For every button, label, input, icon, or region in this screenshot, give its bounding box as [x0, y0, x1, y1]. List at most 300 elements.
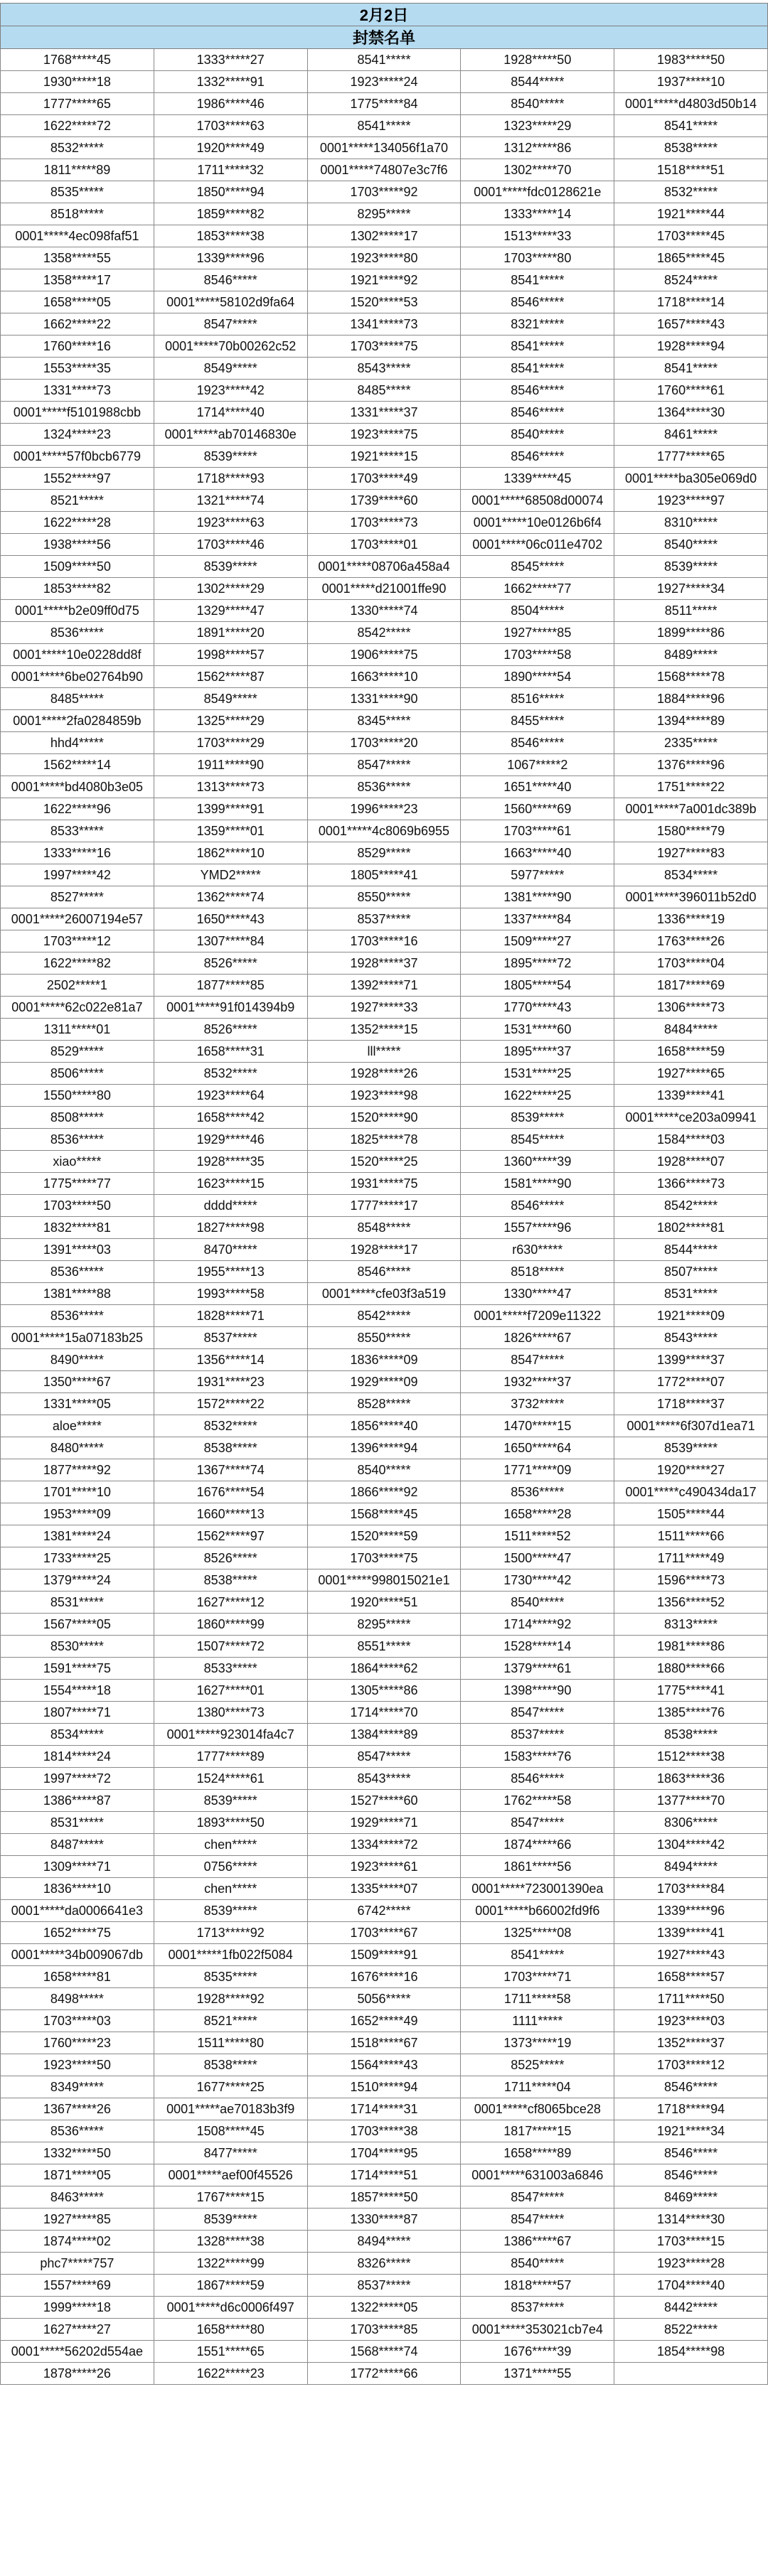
table-cell: 8542***** [307, 1305, 461, 1327]
table-cell: 0001*****7a001dc389b [614, 798, 768, 820]
table-cell: 1560*****69 [461, 798, 614, 820]
table-cell: 1339*****41 [614, 1922, 768, 1944]
table-cell: 1531*****60 [461, 1019, 614, 1041]
table-cell: 8295***** [307, 1614, 461, 1636]
table-cell: 1929*****46 [154, 1129, 307, 1151]
table-cell: 1890*****54 [461, 666, 614, 688]
table-row [1, 1283, 768, 1305]
table-cell: 1923*****64 [154, 1085, 307, 1107]
table-cell: 1568*****45 [307, 1503, 461, 1525]
table-cell: 1703*****61 [461, 820, 614, 842]
header-date: 2月2日 [1, 4, 768, 26]
table-cell: 1650*****43 [154, 908, 307, 930]
table-cell: 8521***** [1, 490, 154, 512]
table-cell: 1884*****96 [614, 688, 768, 710]
table-cell: 8494***** [307, 2231, 461, 2253]
table-cell: 8539***** [154, 1790, 307, 1812]
table-cell: 8528***** [307, 1393, 461, 1415]
table-cell: 8532***** [1, 137, 154, 159]
table-cell: 1371*****55 [461, 2363, 614, 2385]
table-cell: 1396*****94 [307, 1437, 461, 1459]
table-cell: 1711*****50 [614, 1988, 768, 2010]
table-cell: 1627*****27 [1, 2319, 154, 2341]
table-cell: 1323*****29 [461, 115, 614, 137]
table-cell: 1861*****56 [461, 1856, 614, 1878]
table-cell: 1928*****50 [461, 49, 614, 71]
table-cell: phc7*****757 [1, 2253, 154, 2275]
table-cell: 1703*****15 [614, 2231, 768, 2253]
table-cell: 1325*****08 [461, 1922, 614, 1944]
table-cell: 1836*****09 [307, 1349, 461, 1371]
table-row [1, 1988, 768, 2010]
table-cell: 1658*****28 [461, 1503, 614, 1525]
table-cell: 8541***** [614, 358, 768, 380]
table-cell: 1703*****12 [1, 930, 154, 952]
table-cell: 1856*****40 [307, 1415, 461, 1437]
table-cell: 8537***** [461, 1724, 614, 1746]
table-row [1, 1107, 768, 1129]
table-cell: 1760*****61 [614, 380, 768, 402]
table-cell: 1928*****37 [307, 952, 461, 975]
table-cell: 1703*****80 [461, 247, 614, 269]
table-cell: 8532***** [614, 181, 768, 203]
table-row [1, 1658, 768, 1680]
table-row [1, 2231, 768, 2253]
table-cell: 0001*****ba305e069d0 [614, 468, 768, 490]
table-cell: 3732***** [461, 1393, 614, 1415]
table-cell: 8537***** [154, 1327, 307, 1349]
table-cell: 1352*****15 [307, 1019, 461, 1041]
table-cell: 0001*****353021cb7e4 [461, 2319, 614, 2341]
table-cell: 8541***** [461, 358, 614, 380]
table-cell: 1938*****56 [1, 534, 154, 556]
table-row [1, 402, 768, 424]
table-cell: 0001*****91f014394b9 [154, 997, 307, 1019]
table-row [1, 1129, 768, 1151]
table-cell: 8536***** [1, 2120, 154, 2142]
table-cell: 0001*****74807e3c7f6 [307, 159, 461, 181]
table-cell: 1330*****87 [307, 2209, 461, 2231]
table-row [1, 1415, 768, 1437]
table-cell: 8526***** [154, 952, 307, 975]
table-cell: 8536***** [1, 622, 154, 644]
table-cell: 1928*****92 [154, 1988, 307, 2010]
table-cell: 1652*****49 [307, 2010, 461, 2032]
table-cell: 1923*****42 [154, 380, 307, 402]
table-cell: 1865*****45 [614, 247, 768, 269]
table-cell: 1836*****10 [1, 1878, 154, 1900]
table-cell: 1828*****71 [154, 1305, 307, 1327]
table-row [1, 1437, 768, 1459]
table-row [1, 776, 768, 798]
table-cell: 1509*****50 [1, 556, 154, 578]
table-cell: 1677*****25 [154, 2076, 307, 2098]
table-cell: 0001*****1fb022f5084 [154, 1944, 307, 1966]
table-cell: 1814*****24 [1, 1746, 154, 1768]
table-cell: 1336*****19 [614, 908, 768, 930]
table-cell: 1703*****49 [307, 468, 461, 490]
table-cell: 8547***** [307, 1746, 461, 1768]
table-cell: 8542***** [307, 622, 461, 644]
table-cell: 1581*****90 [461, 1173, 614, 1195]
table-cell: 0001*****d4803d50b14 [614, 93, 768, 115]
table-cell: 1627*****01 [154, 1680, 307, 1702]
table-cell: 1928*****17 [307, 1239, 461, 1261]
table-cell: 0001*****57f0bcb6779 [1, 446, 154, 468]
table-cell: 1329*****47 [154, 600, 307, 622]
table-cell: 1703*****92 [307, 181, 461, 203]
table-cell [614, 2363, 768, 2385]
table-cell: 1324*****23 [1, 424, 154, 446]
table-cell: 1322*****99 [154, 2253, 307, 2275]
table-cell: 1384*****89 [307, 1724, 461, 1746]
table-row [1, 864, 768, 886]
table-row [1, 358, 768, 380]
table-cell: 0001*****68508d00074 [461, 490, 614, 512]
table-cell: 1307*****84 [154, 930, 307, 952]
table-cell: 1584*****03 [614, 1129, 768, 1151]
table-cell: 1997*****72 [1, 1768, 154, 1790]
table-cell: 1953*****09 [1, 1503, 154, 1525]
table-row [1, 1195, 768, 1217]
table-cell: 0001*****998015021e1 [307, 1569, 461, 1592]
table-row [1, 1261, 768, 1283]
table-cell: lll***** [307, 1041, 461, 1063]
table-cell: xiao***** [1, 1151, 154, 1173]
table-cell: 1703*****63 [154, 115, 307, 137]
table-cell: 8531***** [1, 1592, 154, 1614]
table-cell: 1998*****57 [154, 644, 307, 666]
table-row [1, 2275, 768, 2297]
table-cell: 1392*****71 [307, 975, 461, 997]
table-cell: 1777*****17 [307, 1195, 461, 1217]
table-cell: 8541***** [614, 115, 768, 137]
table-cell: 1929*****09 [307, 1371, 461, 1393]
table-row [1, 1327, 768, 1349]
table-cell: 8547***** [154, 313, 307, 336]
table-row [1, 2098, 768, 2120]
table-cell: 8516***** [461, 688, 614, 710]
table-cell: 1927*****65 [614, 1063, 768, 1085]
table-row [1, 997, 768, 1019]
table-cell: 1703*****12 [614, 2054, 768, 2076]
table-cell: 1331*****05 [1, 1393, 154, 1415]
table-cell: 1920*****51 [307, 1592, 461, 1614]
table-cell: 1379*****24 [1, 1569, 154, 1592]
table-cell: 0001*****aef00f45526 [154, 2164, 307, 2186]
table-cell: 8535***** [1, 181, 154, 203]
table-row [1, 2120, 768, 2142]
table-row [1, 468, 768, 490]
table-cell: 0001*****56202d554ae [1, 2341, 154, 2363]
table-row [1, 578, 768, 600]
table-cell: 1983*****50 [614, 49, 768, 71]
table-cell: 1333*****14 [461, 203, 614, 225]
table-cell: 1332*****91 [154, 71, 307, 93]
table-cell: 8536***** [1, 1129, 154, 1151]
table-cell: 8442***** [614, 2297, 768, 2319]
table-cell: 8531***** [614, 1283, 768, 1305]
table-cell: 1386*****87 [1, 1790, 154, 1812]
table-cell: 1772*****66 [307, 2363, 461, 2385]
table-cell: 1652*****75 [1, 1922, 154, 1944]
table-cell: 1527*****60 [307, 1790, 461, 1812]
table-row [1, 1900, 768, 1922]
table-row [1, 1349, 768, 1371]
table-row [1, 1085, 768, 1107]
table-cell: 1309*****71 [1, 1856, 154, 1878]
table-cell: 1386*****67 [461, 2231, 614, 2253]
table-cell: 8546***** [461, 291, 614, 313]
table-cell: 8485***** [1, 688, 154, 710]
table-cell: 1580*****79 [614, 820, 768, 842]
table-cell: 8539***** [614, 556, 768, 578]
table-cell: 1826*****67 [461, 1327, 614, 1349]
table-cell: 1567*****05 [1, 1614, 154, 1636]
table-cell: 1356*****14 [154, 1349, 307, 1371]
table-cell: 1331*****90 [307, 688, 461, 710]
table-cell: 8550***** [307, 886, 461, 908]
table-cell: 0001*****70b00262c52 [154, 336, 307, 358]
table-cell: 8506***** [1, 1063, 154, 1085]
table-cell: 1760*****16 [1, 336, 154, 358]
table-cell: 8541***** [461, 1944, 614, 1966]
table-row [1, 1680, 768, 1702]
table-cell: 1507*****72 [154, 1636, 307, 1658]
table-cell: 1321*****74 [154, 490, 307, 512]
table-cell: 1739*****60 [307, 490, 461, 512]
table-cell: 8480***** [1, 1437, 154, 1459]
table-cell: 1553*****35 [1, 358, 154, 380]
table-body [1, 49, 768, 2385]
table-cell: 1832*****81 [1, 1217, 154, 1239]
table-cell: 1711*****58 [461, 1988, 614, 2010]
table-cell: 1906*****75 [307, 644, 461, 666]
table-cell: 0001*****c490434da17 [614, 1481, 768, 1503]
table-row [1, 1525, 768, 1547]
table-cell: 1775*****41 [614, 1680, 768, 1702]
table-row [1, 1547, 768, 1569]
table-cell: 1777*****65 [614, 446, 768, 468]
table-cell: 1880*****66 [614, 1658, 768, 1680]
table-cell: 1863*****36 [614, 1768, 768, 1790]
table-cell: 1927*****83 [614, 842, 768, 864]
table-cell: 8537***** [307, 2275, 461, 2297]
table-cell: 8539***** [154, 2209, 307, 2231]
table-cell: 0001*****631003a6846 [461, 2164, 614, 2186]
table-cell: 1703*****46 [154, 534, 307, 556]
table-cell: 1703*****73 [307, 512, 461, 534]
table-cell: 8541***** [461, 336, 614, 358]
table-row [1, 1834, 768, 1856]
table-cell: 1660*****13 [154, 1503, 307, 1525]
table-row [1, 1371, 768, 1393]
table-cell: 1703*****04 [614, 952, 768, 975]
table-row [1, 1768, 768, 1790]
table-cell: 1921*****92 [307, 269, 461, 291]
table-cell: 8536***** [1, 1261, 154, 1283]
table-cell: 1509*****91 [307, 1944, 461, 1966]
table-row [1, 975, 768, 997]
table-cell: 1911*****90 [154, 754, 307, 776]
table-cell: 1568*****74 [307, 2341, 461, 2363]
table-cell: 1877*****85 [154, 975, 307, 997]
table-cell: 0001*****b66002fd9f6 [461, 1900, 614, 1922]
table-cell: 1859*****82 [154, 203, 307, 225]
table-row [1, 1922, 768, 1944]
table-cell: 8477***** [154, 2142, 307, 2164]
table-cell: 1362*****74 [154, 886, 307, 908]
table-cell: 1703*****58 [461, 644, 614, 666]
table-cell: 1596*****73 [614, 1569, 768, 1592]
table-cell: 1302*****29 [154, 578, 307, 600]
table-cell: 1562*****87 [154, 666, 307, 688]
table-cell: 1622*****82 [1, 952, 154, 975]
table-cell: 1714*****31 [307, 2098, 461, 2120]
table-cell: 1802*****81 [614, 1217, 768, 1239]
table-cell: 1508*****45 [154, 2120, 307, 2142]
table-row [1, 2142, 768, 2164]
table-cell: 8551***** [307, 1636, 461, 1658]
table-row [1, 798, 768, 820]
table-cell: 1853*****38 [154, 225, 307, 247]
table-cell: 1874*****02 [1, 2231, 154, 2253]
table-cell: 8534***** [1, 1724, 154, 1746]
table-cell: 1895*****37 [461, 1041, 614, 1063]
table-row [1, 1966, 768, 1988]
table-row [1, 2319, 768, 2341]
table-cell: 8529***** [307, 842, 461, 864]
table-cell: 1358*****55 [1, 247, 154, 269]
table-cell: 1714*****92 [461, 1614, 614, 1636]
ban-list-table [0, 3, 768, 2385]
table-cell: 8532***** [154, 1415, 307, 1437]
table-cell: 1322*****05 [307, 2297, 461, 2319]
table-cell: 8532***** [154, 1063, 307, 1085]
table-cell: 1658*****05 [1, 291, 154, 313]
table-row [1, 93, 768, 115]
table-cell: 1470*****15 [461, 1415, 614, 1437]
table-row [1, 336, 768, 358]
table-cell: 8539***** [461, 1107, 614, 1129]
table-cell: 1923*****28 [614, 2253, 768, 2275]
table-cell: 8541***** [307, 115, 461, 137]
table-cell: 1676*****16 [307, 1966, 461, 1988]
table-cell: 8530***** [1, 1636, 154, 1658]
table-cell: 8547***** [461, 1812, 614, 1834]
table-cell: 8508***** [1, 1107, 154, 1129]
table-cell: 1339*****96 [614, 1900, 768, 1922]
table-cell: 1311*****01 [1, 1019, 154, 1041]
table-cell: 1391*****03 [1, 1239, 154, 1261]
table-cell: 1733*****25 [1, 1547, 154, 1569]
table-cell: 1713*****92 [154, 1922, 307, 1944]
table-row [1, 71, 768, 93]
table-cell: 1763*****26 [614, 930, 768, 952]
table-cell: 1663*****40 [461, 842, 614, 864]
table-cell: 8546***** [461, 732, 614, 754]
table-cell: 1520*****90 [307, 1107, 461, 1129]
table-cell: 1658*****57 [614, 1966, 768, 1988]
table-row [1, 1019, 768, 1041]
table-cell: 1373*****19 [461, 2032, 614, 2054]
table-row [1, 2010, 768, 2032]
table-cell: 8521***** [154, 2010, 307, 2032]
table-cell: 1511*****52 [461, 1525, 614, 1547]
table-cell: 1337*****84 [461, 908, 614, 930]
table-cell: 8540***** [461, 424, 614, 446]
table-cell: 8533***** [1, 820, 154, 842]
table-cell: 1866*****92 [307, 1481, 461, 1503]
table-cell: 8349***** [1, 2076, 154, 2098]
table-cell: 8545***** [461, 556, 614, 578]
table-cell: 1356*****52 [614, 1592, 768, 1614]
table-cell: 1718*****94 [614, 2098, 768, 2120]
table-cell: 0001*****62c022e81a7 [1, 997, 154, 1019]
table-cell: 8549***** [154, 688, 307, 710]
table-cell: 8544***** [614, 1239, 768, 1261]
table-cell: 0001*****134056f1a70 [307, 137, 461, 159]
table-cell: 8547***** [307, 754, 461, 776]
table-row [1, 1790, 768, 1812]
table-row [1, 842, 768, 864]
table-cell: 8470***** [154, 1239, 307, 1261]
table-cell: 1583*****76 [461, 1746, 614, 1768]
table-cell: 1857*****50 [307, 2186, 461, 2209]
table-cell: 0001*****ae70183b3f9 [154, 2098, 307, 2120]
table-cell: 1658*****80 [154, 2319, 307, 2341]
table-cell: 0001*****723001390ea [461, 1878, 614, 1900]
table-cell: 1923*****50 [1, 2054, 154, 2076]
table-cell: 1770*****43 [461, 997, 614, 1019]
table-cell: 1302*****70 [461, 159, 614, 181]
table-row [1, 732, 768, 754]
table-cell: 0001*****ab70146830e [154, 424, 307, 446]
table-cell: 1923*****75 [307, 424, 461, 446]
table-cell: 1877*****92 [1, 1459, 154, 1481]
table-cell: 1703*****84 [614, 1878, 768, 1900]
table-cell: 8535***** [154, 1966, 307, 1988]
table-cell: 1704*****40 [614, 2275, 768, 2297]
table-cell: 1350*****67 [1, 1371, 154, 1393]
table-cell: 1751*****22 [614, 776, 768, 798]
table-cell: 1554*****18 [1, 1680, 154, 1702]
table-row [1, 2186, 768, 2209]
table-cell: 1511*****80 [154, 2032, 307, 2054]
table-cell: 1827*****98 [154, 1217, 307, 1239]
table-row [1, 115, 768, 137]
table-cell: 8546***** [461, 1195, 614, 1217]
table-cell: 1518*****67 [307, 2032, 461, 2054]
table-cell: 8540***** [307, 1459, 461, 1481]
table-cell: 1862*****10 [154, 842, 307, 864]
table-cell: 0001*****15a07183b25 [1, 1327, 154, 1349]
table-cell: 1772*****07 [614, 1371, 768, 1393]
table-cell: 1358*****17 [1, 269, 154, 291]
table-cell: 8538***** [154, 1437, 307, 1459]
table-cell: 0001*****58102d9fa64 [154, 291, 307, 313]
table-row [1, 534, 768, 556]
table-cell: 0001*****ce203a09941 [614, 1107, 768, 1129]
table-cell: 1511*****66 [614, 1525, 768, 1547]
table-cell: 1658*****81 [1, 1966, 154, 1988]
table-cell: 1997*****42 [1, 864, 154, 886]
table-cell: 1622*****72 [1, 115, 154, 137]
table-cell: 1928*****26 [307, 1063, 461, 1085]
table-cell: 1703*****75 [307, 1547, 461, 1569]
table-cell: 8538***** [614, 1724, 768, 1746]
table-row [1, 1217, 768, 1239]
